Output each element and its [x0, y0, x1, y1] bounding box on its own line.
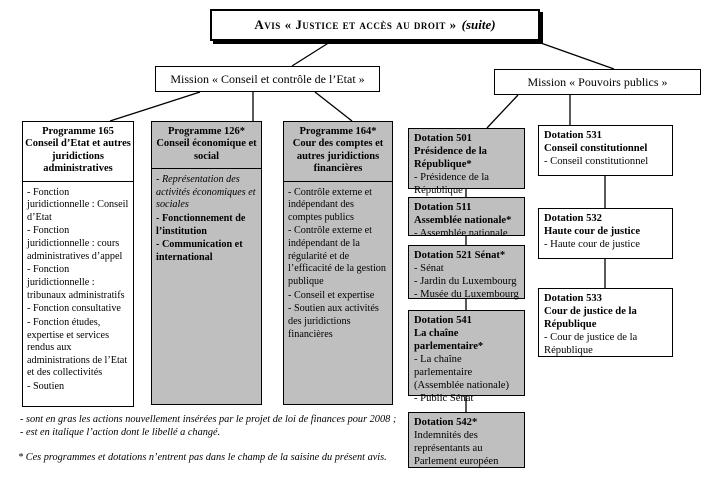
connector-title-mission-left [292, 42, 330, 66]
connector-mission-right-d501 [487, 95, 518, 128]
dotation-item: - Assemblée nationale [414, 227, 508, 239]
dotation-name: Cour de justice de la République [544, 305, 637, 330]
dotation-name: La chaîne parlementaire* [414, 327, 484, 352]
dotation-number: Dotation 531 [544, 130, 602, 141]
dotation-item: - Conseil constitutionnel [544, 155, 649, 167]
programme-126-box [151, 121, 262, 405]
mission-label: Mission « Conseil et contrôle de l’Etat » [170, 71, 365, 86]
action-item: - Contrôle externe et indépendant des comptes publics [288, 186, 373, 223]
mission-conseil-controle-etat-box [155, 66, 380, 92]
programme-126-actions [152, 169, 261, 270]
dotation-541-box [408, 310, 525, 404]
action-item: - Fonction juridictionnelle : Conseil d’Etat [27, 186, 129, 223]
action-item: - Conseil et expertise [288, 289, 375, 301]
dotation-number: Dotation 532 [544, 213, 602, 224]
dotation-item: - Présidence de la République [414, 171, 490, 196]
programme-name: Conseil d’Etat et autres juridictions administratives [25, 138, 131, 175]
dotation-name: Présidence de la République* [414, 145, 487, 170]
action-item: - Soutien [27, 381, 65, 393]
programme-164-header [284, 122, 392, 182]
programme-number: Programme 164* [299, 126, 377, 137]
dotation-number: Dotation 541 [414, 315, 472, 326]
dotation-533-box [538, 288, 673, 357]
footnote-bold-legend: - sont en gras les actions nouvellement insérées par le projet de loi de finances pour 2008 ; [20, 414, 397, 425]
dotation-name: Haute cour de justice [544, 225, 641, 237]
programme-number: Programme 165 [42, 126, 114, 137]
programme-164-box [283, 121, 393, 405]
action-item: - Fonction juridictionnelle : cours administratives d’appel [27, 225, 123, 262]
dotation-item: - La chaîne parlementaire (Assemblée nationale) [414, 353, 510, 391]
dotation-name: Conseil constitutionnel [544, 142, 648, 154]
connector-title-mission-right [538, 42, 614, 69]
connector-mission-left-p165 [110, 92, 200, 121]
action-item: - Fonction juridictionnelle : tribunaux administratifs [27, 264, 125, 301]
dotation-number: Dotation 511 [414, 202, 472, 213]
dotation-item: Indemnités des représentants au Parlement européen [414, 429, 499, 467]
dotation-number: Dotation 542* [414, 417, 478, 428]
dotation-item: - Jardin du Luxembourg [414, 275, 517, 287]
dotation-542-box [408, 412, 525, 468]
dotation-item: - Musée du Luxembourg [414, 288, 519, 300]
mission-pouvoirs-publics-box [494, 69, 701, 95]
dotation-item: - Sénat [414, 262, 444, 274]
footnote-asterisk-legend: * Ces programmes et dotations n’entrent pas dans le champ de la saisine du présent avis. [18, 452, 387, 463]
programme-165-box [22, 121, 134, 407]
action-item-new: - Fonctionnement de l’institution [156, 213, 246, 237]
footnote-italic-legend: - est en italique l’action dont le libellé a changé. [20, 427, 221, 438]
programme-165-header [23, 122, 133, 182]
action-item: - Fonction études, expertise et services rendus aux administrations de l’Etat et des collectivités [27, 316, 128, 379]
dotation-531-box [538, 125, 673, 176]
programme-number: Programme 126* [167, 126, 246, 137]
action-item: - Soutien aux activités des juridictions financières [288, 303, 379, 340]
diagram-title: Avis « Justice et accès au droit » [254, 17, 457, 32]
action-item: - Contrôle externe et indépendant de la régularité et de l’efficacité de la gestion publique [288, 225, 386, 287]
dotation-item: - Public Sénat [414, 392, 474, 404]
dotation-number: Dotation 533 [544, 293, 602, 304]
dotation-item: - Cour de justice de la République [544, 331, 638, 356]
dotation-number: Dotation 501 [414, 133, 472, 144]
dotation-name: Assemblée nationale* [414, 214, 512, 226]
diagram-title-suffix: (suite) [461, 17, 496, 32]
dotation-number: Dotation 521 Sénat* [414, 250, 506, 261]
action-item-renamed: - Représentation des activités économiques et sociales [156, 174, 256, 211]
programme-name: Conseil économique et social [156, 138, 257, 162]
programme-126-header [152, 122, 261, 169]
programme-164-actions [284, 182, 392, 348]
mission-label: Mission « Pouvoirs publics » [527, 74, 668, 89]
dotation-532-box [538, 208, 673, 259]
connector-mission-left-p164 [315, 92, 352, 121]
action-item-new: - Communication et international [156, 239, 243, 263]
diagram-title-box [210, 9, 540, 41]
dotation-511-box [408, 197, 525, 239]
dotation-501-box [408, 128, 525, 196]
programme-name: Cour des comptes et autres juridictions financières [292, 138, 384, 175]
programme-165-actions [23, 182, 133, 400]
action-item: - Fonction consultative [27, 303, 121, 315]
dotation-item: - Haute cour de justice [544, 238, 640, 250]
dotation-521-box [408, 245, 525, 299]
